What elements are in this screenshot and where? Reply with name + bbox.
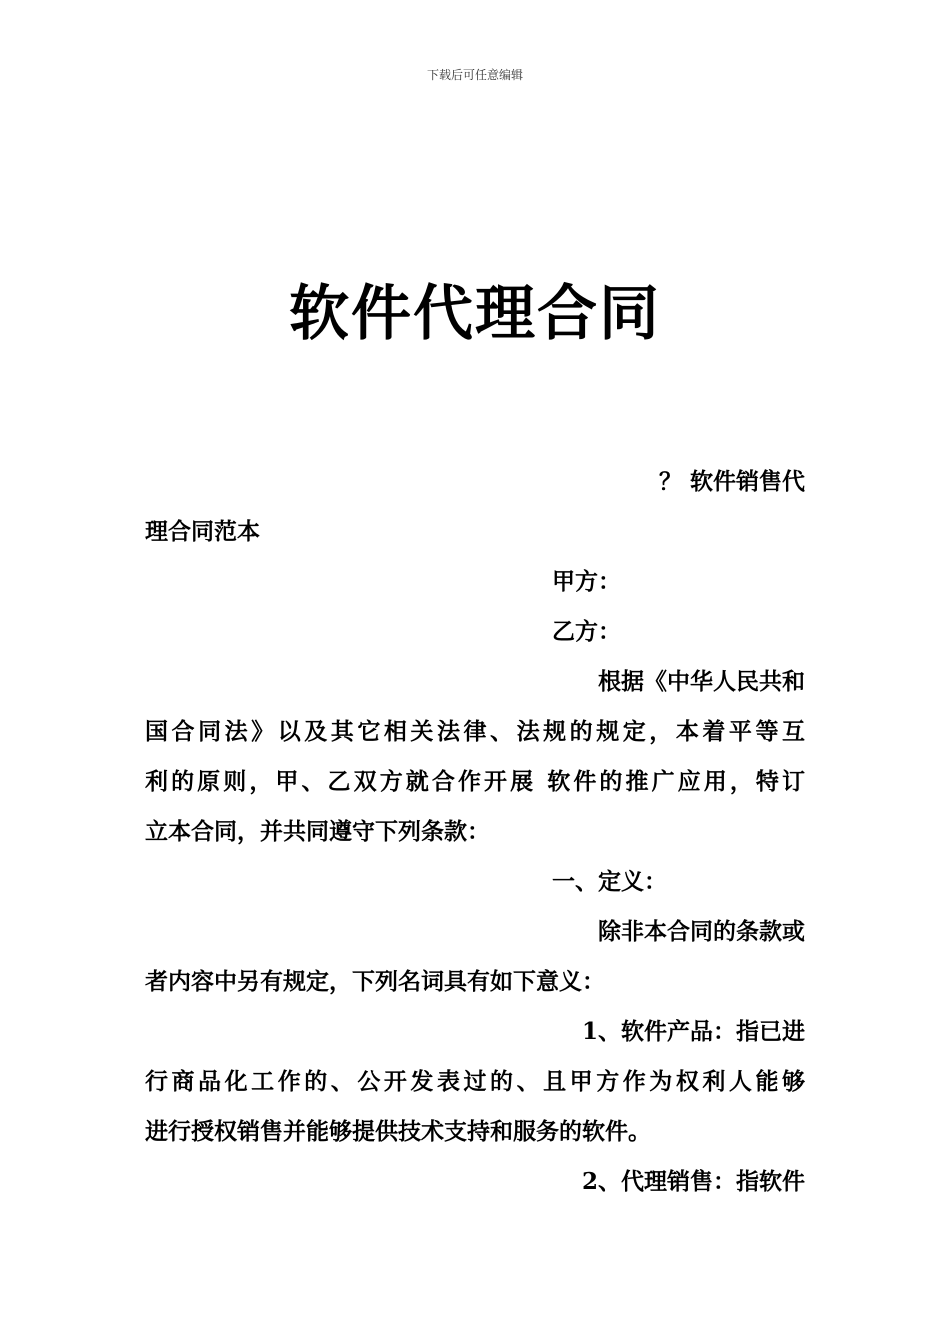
body-line: 2、代理销售：指软件: [581, 1168, 805, 1195]
body-line: 国合同法》以及其它相关法律、法规的规定，本着平等互: [145, 718, 805, 745]
body-line: 进行授权销售并能够提供技术支持和服务的软件。: [145, 1118, 651, 1145]
body-line: 者内容中另有规定，下列名词具有如下意义：: [145, 968, 605, 995]
body-line: 除非本合同的条款或: [598, 918, 805, 945]
body-line: 理合同范本: [145, 518, 260, 545]
body-line: 立本合同，并共同遵守下列条款：: [145, 818, 490, 845]
body-line: 利的原则，甲、乙双方就合作开展 软件的推广应用，特订: [145, 768, 805, 795]
body-line: ？ 软件销售代: [658, 468, 805, 495]
section-heading: 一、定义：: [552, 868, 667, 895]
document-title: 软件代理合同: [289, 279, 661, 349]
body-line: 1、软件产品：指已进: [581, 1018, 805, 1045]
body-line: 根据《中华人民共和: [598, 668, 805, 695]
party-b-label: 乙方：: [552, 618, 621, 645]
party-a-label: 甲方：: [552, 568, 621, 595]
page-header: 下载后可任意编辑: [426, 68, 523, 82]
body-line: 行商品化工作的、公开发表过的、且甲方作为权利人能够: [145, 1068, 805, 1095]
